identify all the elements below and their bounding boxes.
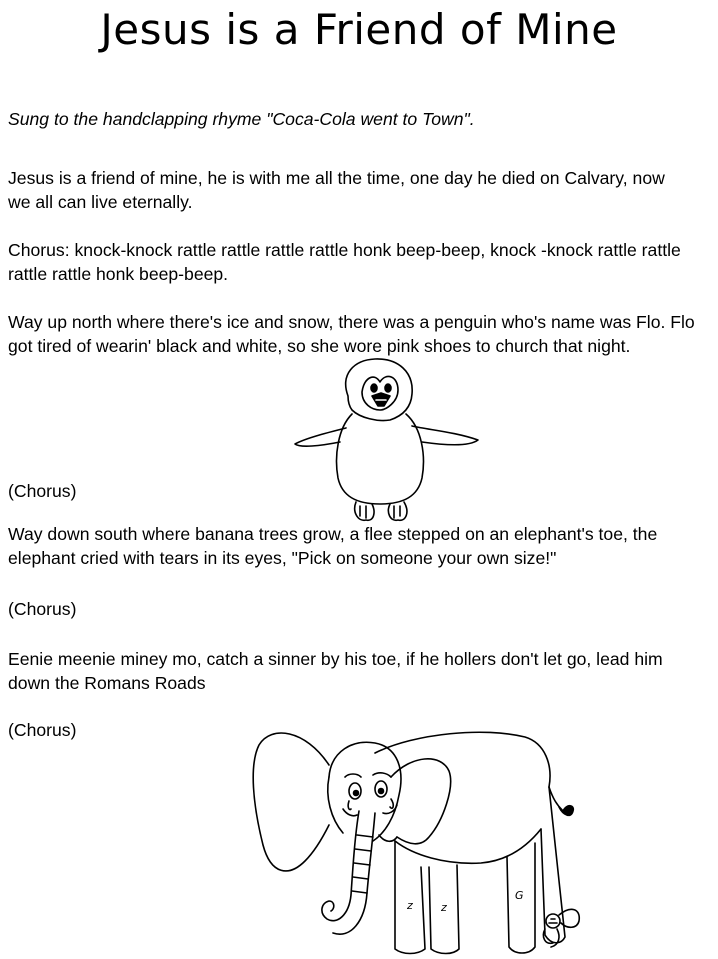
chorus-reference-3: (Chorus) [8,720,77,740]
chorus-text: Chorus: knock-knock rattle rattle rattle rattle honk beep-beep, knock -knock rattle rattle rattle rattle honk beep-beep. [8,240,681,284]
verse-1: Jesus is a friend of mine, he is with me all the time, one day he died on Calvary, now we all can live eternally. [8,168,665,212]
svg-text:z: z [441,901,447,914]
verse-3: Way down south where banana trees grow, a flee stepped on an elephant's toe, the elephant cried with tears in its eyes, "Pick on someone your own size!" [8,524,658,568]
svg-text:G: G [515,889,524,902]
chorus-reference-1: (Chorus) [8,481,77,501]
penguin-icon [290,356,480,526]
verse-4: Eenie meenie miney mo, catch a sinner by his toe, if he hollers don't let go, lead him down the Romans Roads [8,649,663,693]
song-tune-note: Sung to the handclapping rhyme "Coca-Cola went to Town". [8,109,475,129]
chorus-reference-2: (Chorus) [8,599,77,619]
verse-2: Way up north where there's ice and snow, there was a penguin who's name was Flo. Flo got tired of wearin' black and white, so she wore pink shoes to church that night. [8,312,695,356]
page-title: Jesus is a Friend of Mine [100,5,618,54]
elephant-icon [245,725,590,959]
svg-text:z: z [407,899,413,912]
